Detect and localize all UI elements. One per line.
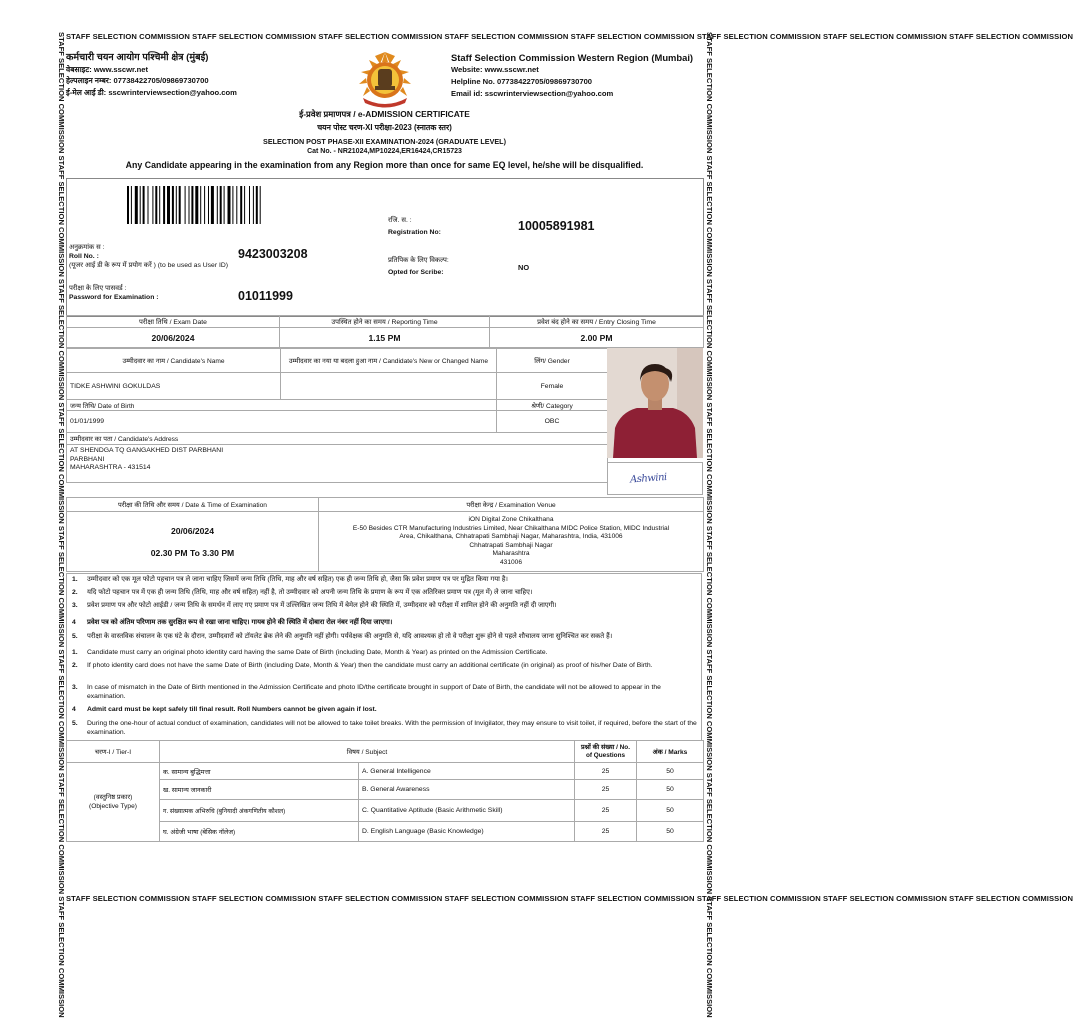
dob-header: जन्म तिथि/ Date of Birth	[67, 400, 497, 411]
office-name-hindi: कर्मचारी चयन आयोग पश्चिमी क्षेत्र (मुंबई)	[66, 52, 209, 63]
instruction-english-2: If photo identity card does not have the same Date of Birth (including Date, Month & Year) then the candidate must carry an additional certificate (in original) as proof of his/her Date of Birth.	[87, 662, 653, 669]
address-value	[67, 445, 608, 483]
address-line-2: PARBHANI	[70, 455, 105, 463]
password-label-english: Password for Examination :	[69, 294, 159, 301]
questions-value: 25	[575, 800, 637, 822]
datetime-header: परीक्षा की तिथि और समय / Date & Time of Examination	[67, 498, 319, 512]
exam-title: SELECTION POST PHASE-XII EXAMINATION-2024 (GRADUATE LEVEL)	[263, 137, 506, 146]
questions-header: प्रश्नों की संख्या / No. of Questions	[575, 741, 637, 763]
certificate-title: ई-प्रवेश प्रमाणपत्र / e-ADMISSION CERTIFICATE	[299, 109, 470, 119]
questions-value: 25	[575, 780, 637, 800]
type-english: (Objective Type)	[89, 803, 137, 810]
signature-text: Ashwini	[629, 471, 668, 486]
venue-line-1: iON Digital Zone Chikalthana	[468, 516, 554, 523]
scribe-label	[388, 256, 449, 277]
instruction-english-3: In case of mismatch in the Date of Birth mentioned in the Admission Certificate and photo ID/the certificate brought in support of Date of Birth, the candidate will not be allowed to appear in the examination.	[87, 684, 661, 700]
venue-header: परीक्षा केन्द्र / Examination Venue	[319, 498, 704, 512]
registration-label-english: Registration No:	[388, 229, 441, 236]
roll-note: (यूजर आई डी के रूप में प्रयोग करें ) (to be used as User ID)	[69, 262, 229, 269]
instruction-number: 1.	[72, 576, 78, 583]
instruction-number: 5.	[72, 720, 78, 727]
subject-hindi: ग. संख्यात्मक अभिरुचि (बुनियादी अंकगणितीय कौशल)	[160, 800, 359, 822]
admission-certificate	[66, 42, 703, 890]
watermark-right: STAFF SELECTION COMMISSION STAFF SELECTION COMMISSION STAFF SELECTION COMMISSION STAFF SELECTION COMMISSION STAFF SELECTION COMMISSION STAFF SELECTION COMMISSION STAFF SELECTION COMMISSION STAFF SELECTION COMMISSION	[705, 32, 714, 1018]
candidate-name: TIDKE ASHWINI GOKULDAS	[67, 373, 281, 400]
candidate-id-box	[66, 178, 704, 317]
venue-line-5: Maharashtra	[492, 550, 530, 557]
header-right-english	[451, 52, 693, 100]
questions-value: 25	[575, 822, 637, 842]
instructions	[66, 573, 702, 741]
instruction-hindi-4: प्रवेश पत्र को अंतिम परिणाम तक सुरक्षित रूप से रखा जाना चाहिए। गायब होने की स्थिति में दोबारा रोल नंबर नहीं दिया जाएगा।	[87, 619, 393, 626]
subject-hindi: घ. अंग्रेजी भाषा (बेसिक नॉलेज)	[160, 822, 359, 842]
dob-value: 01/01/1999	[67, 411, 497, 433]
website-hindi: वेबसाइट: www.sscwr.net	[66, 64, 149, 74]
ssc-emblem-icon	[345, 48, 425, 110]
exam-date-value: 20/06/2024	[170, 525, 214, 536]
candidate-photo	[607, 348, 703, 458]
registration-number: 10005891981	[518, 219, 595, 233]
subject-english: B. General Awareness	[359, 780, 575, 800]
category-value: OBC	[497, 411, 608, 433]
subjects-table	[66, 740, 704, 842]
subject-english: C. Quantitative Aptitude (Basic Arithmetic Skill)	[359, 800, 575, 822]
instruction-hindi-1: उम्मीदवार को एक मूल फोटो पहचान पत्र ले जाना चाहिए जिसमें जन्म तिथि (तिथि, माह और वर्ष सहित) एक ही जन्म तिथि हो, जैसा कि प्रवेश प्रमाण पत्र पर मुद्रित किया गया है।	[87, 576, 508, 583]
name-header: उम्मीदवार का नाम / Candidate's Name	[67, 349, 281, 373]
address-line-3: MAHARASHTRA - 431514	[70, 464, 151, 471]
marks-header: अंक / Marks	[637, 741, 704, 763]
instruction-number: 3.	[72, 602, 78, 609]
barcode-icon	[127, 186, 305, 224]
password-label	[69, 284, 159, 302]
email-hindi: ई-मेल आई डी: sscwrinterviewsection@yahoo.com	[66, 87, 237, 97]
details-table	[66, 348, 608, 483]
new-name-value	[281, 373, 497, 400]
exam-venue	[319, 512, 704, 572]
instruction-hindi-2: यदि फोटो पहचान पत्र में एक ही जन्म तिथि (तिथि, माह और वर्ष सहित) नहीं है, तो उम्मीदवार को अपनी जन्म तिथि के प्रमाण के रूप में एक अतिरिक्त प्रमाण पत्र (मूल में) ले जाना चाहिए।	[87, 589, 533, 596]
instruction-number: 4	[72, 706, 76, 713]
instruction-number: 2.	[72, 662, 78, 669]
office-name: Staff Selection Commission Western Region (Mumbai)	[451, 52, 694, 63]
scribe-label-english: Opted for Scribe:	[388, 269, 444, 276]
venue-line-2: E-50 Besides CTR Manufacturing Industries Limited, Near Chikalthana MIDC Police Station, MIDC Industrial	[352, 524, 670, 532]
scribe-label-hindi: प्रतिपिक के लिए विकल्प:	[388, 257, 449, 264]
instruction-number: 1.	[72, 649, 78, 656]
disqualification-notice: Any Candidate appearing in the examination from any Region more than once for same EQ level, he/she will be disqualified.	[125, 160, 644, 170]
new-name-header: उम्मीदवार का नया या बदला हुआ नाम / Candidate's New or Changed Name	[281, 349, 497, 373]
address-header: उम्मीदवार का पता / Candidate's Address	[67, 433, 608, 445]
timing-table	[66, 315, 704, 348]
exam-time-value: 02.30 PM To 3.30 PM	[150, 547, 235, 558]
watermark-top: STAFF SELECTION COMMISSION STAFF SELECTION COMMISSION STAFF SELECTION COMMISSION STAFF SELECTION COMMISSION STAFF SELECTION COMMISSION STAFF SELECTION COMMISSION STAFF SELECTION COMMISSION STAFF SELECTION COMMISSION	[66, 32, 1073, 41]
venue-line-3: Area, Chikalthana, Chhatrapati Sambhaji Nagar, Maharashtra, India, 431006	[399, 533, 623, 540]
marks-value: 50	[637, 800, 704, 822]
reporting-time-header: उपस्थित होने का समय / Reporting Time	[280, 316, 490, 328]
email: Email id: sscwrinterviewsection@yahoo.com	[451, 89, 614, 98]
gender-value: Female	[497, 373, 608, 400]
category-numbers: Cat No. - NR21024,MP10224,ER16424,CR15723	[307, 148, 462, 155]
roll-number: 9423003208	[238, 247, 308, 261]
website: Website: www.sscwr.net	[451, 65, 539, 74]
instruction-english-5: During the one-hour of actual conduct of examination, candidates will not be allowed to take toilet breaks. With the permission of Invigilator, they may ensure to visit toilet, if required, before the start of the examination.	[87, 720, 697, 736]
exam-date-header: परीक्षा तिथि / Exam Date	[67, 316, 280, 328]
instruction-number: 3.	[72, 684, 78, 691]
entry-closing-header: प्रवेश बंद होने का समय / Entry Closing Time	[490, 316, 704, 328]
helpline-hindi: हेल्पलाइन नम्बर: 07738422705/09869730700	[66, 76, 209, 85]
header	[66, 42, 703, 108]
candidate-signature	[607, 462, 703, 495]
reporting-time: 1.15 PM	[280, 328, 490, 348]
scribe-value: NO	[518, 263, 530, 272]
subject-hindi: ख. सामान्य जानकारी	[160, 780, 359, 800]
watermark-bottom: STAFF SELECTION COMMISSION STAFF SELECTION COMMISSION STAFF SELECTION COMMISSION STAFF SELECTION COMMISSION STAFF SELECTION COMMISSION STAFF SELECTION COMMISSION STAFF SELECTION COMMISSION STAFF SELECTION COMMISSION	[66, 894, 1073, 903]
exam-date: 20/06/2024	[67, 328, 280, 348]
registration-label-hindi: र‍जि. स. :	[388, 217, 412, 224]
venue-line-4: Chhatrapati Sambhaji Nagar	[469, 541, 553, 549]
instruction-number: 5.	[72, 633, 78, 640]
exam-title-hindi: चयन पोस्ट चरण-XI परीक्षा-2023 (स्नातक स्तर)	[317, 123, 452, 132]
objective-type	[67, 763, 160, 842]
questions-value: 25	[575, 763, 637, 780]
password-value: 01011999	[238, 289, 293, 303]
subject-header: विषय / Subject	[160, 741, 575, 763]
type-hindi: (वस्तुनिष्ठ प्रकार)	[93, 794, 133, 801]
marks-value: 50	[637, 780, 704, 800]
subject-english: D. English Language (Basic Knowledge)	[359, 822, 575, 842]
registration-label	[388, 216, 441, 237]
address-line-1: AT SHENDGA TQ GANGAKHED DIST PARBHANI	[70, 447, 224, 454]
gender-header: लिंग/ Gender	[497, 349, 608, 373]
marks-value: 50	[637, 822, 704, 842]
exam-datetime	[67, 512, 319, 572]
venue-table	[66, 497, 704, 572]
instruction-number: 4	[72, 619, 76, 626]
marks-value: 50	[637, 763, 704, 780]
instruction-hindi-5: परीक्षा के वास्तविक संचालन के एक घंटे के दौरान, उम्मीदवारों को टॉयलेट ब्रेक लेने की अनुमति नहीं होगी। पर्यवेक्षक की अनुमति से, यदि आवश्यक हो तो वे परीक्षा शुरू होने से पहले शौचालय जाना सुनिश्चित कर सकते हैं।	[87, 633, 613, 640]
category-header: श्रेणी/ Category	[497, 400, 608, 411]
instruction-english-4: Admit card must be kept safely till final result. Roll Numbers cannot be given again if lost.	[87, 706, 377, 713]
roll-label-english: Roll No. :	[69, 253, 99, 260]
subject-english: A. General Intelligence	[359, 763, 575, 780]
instruction-english-1: Candidate must carry an original photo identity card having the same Date of Birth (including Date, Month & Year) as printed on the Admission Certificate.	[87, 649, 548, 656]
helpline: Helpline No. 07738422705/09869730700	[451, 77, 593, 86]
roll-label	[69, 243, 228, 270]
header-left-hindi	[66, 52, 237, 98]
tier-header: चरण-I / Tier-I	[67, 741, 160, 763]
entry-closing-time: 2.00 PM	[490, 328, 704, 348]
instruction-hindi-3: प्रवेश प्रमाण पत्र और फोटो आईडी / जन्म तिथि के समर्थन में लाए गए प्रमाण पत्र में उल्लिखित जन्म तिथि में बेमेल होने की स्थिति में, उम्मीदवार को परीक्षा में शामिल होने की अनुमति नहीं दी जाएगी।	[87, 602, 557, 609]
subject-hindi: क. सामान्य बुद्धिमत्ता	[160, 763, 359, 780]
password-label-hindi: परीक्षा के लिए पासवर्ड :	[69, 285, 127, 292]
instruction-number: 2.	[72, 589, 78, 596]
roll-label-hindi: अनुक्रमांक स :	[69, 244, 105, 251]
venue-line-6: 431006	[499, 558, 522, 566]
watermark-left: STAFF SELECTION COMMISSION STAFF SELECTION COMMISSION STAFF SELECTION COMMISSION STAFF SELECTION COMMISSION STAFF SELECTION COMMISSION STAFF SELECTION COMMISSION STAFF SELECTION COMMISSION STAFF SELECTION COMMISSION	[57, 32, 66, 1018]
